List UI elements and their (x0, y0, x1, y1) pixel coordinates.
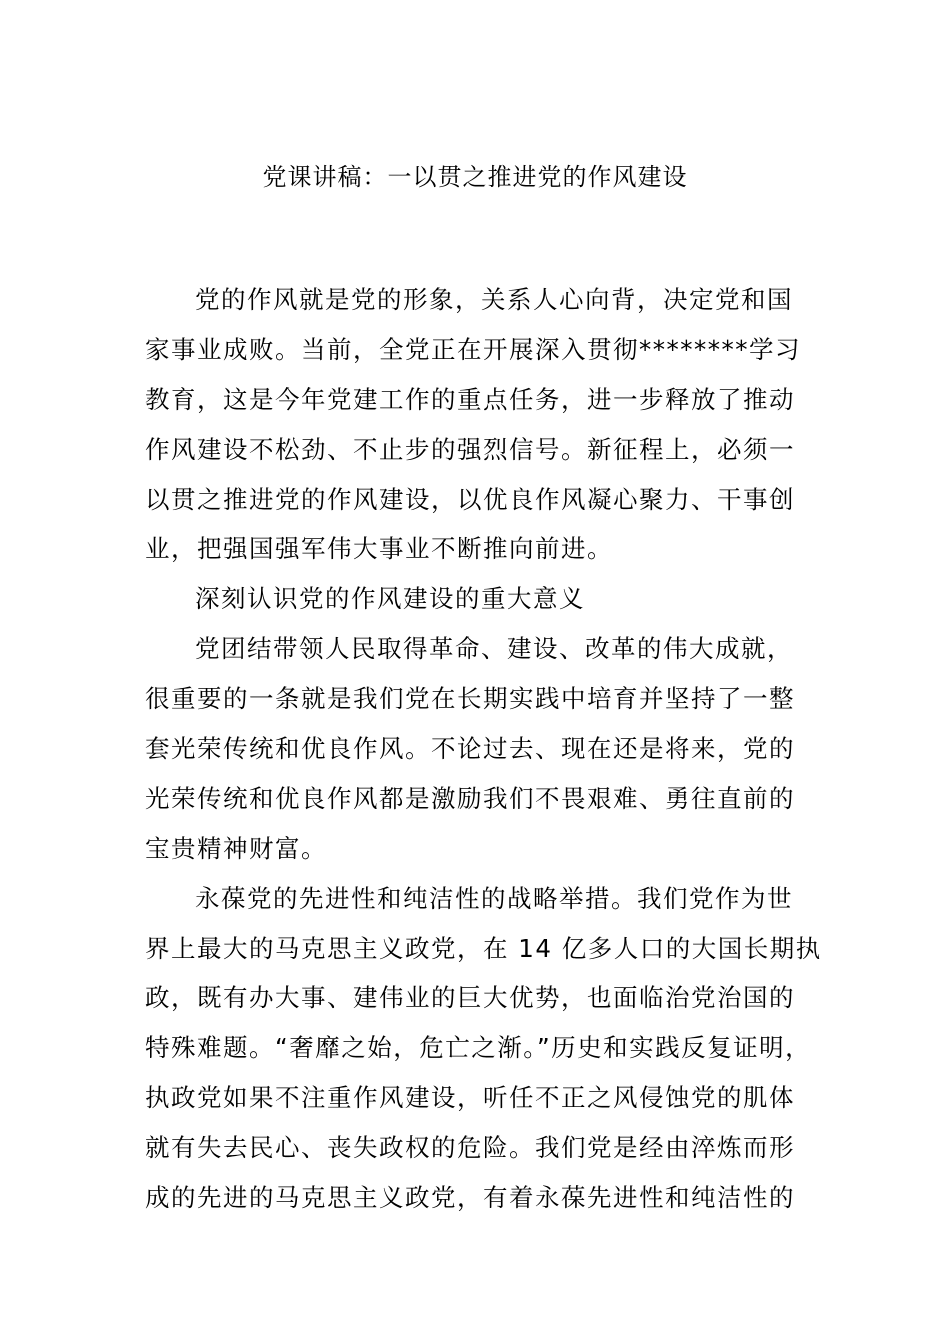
paragraph-line: 就有失去民心、丧失政权的危险。我们党是经由淬炼而形 (145, 1133, 795, 1163)
paragraph-line: 永葆党的先进性和纯洁性的战略举措。我们党作为世 (195, 883, 793, 913)
document-body (145, 275, 845, 1223)
paragraph-line: 套光荣传统和优良作风。不论过去、现在还是将来，党的 (145, 734, 795, 764)
paragraph-line: 很重要的一条就是我们党在长期实践中培育并坚持了一整 (145, 684, 795, 714)
paragraph-line: 党的作风就是党的形象，关系人心向背，决定党和国 (195, 285, 793, 314)
paragraph-line: 宝贵精神财富。 (145, 833, 327, 863)
document-title: 党课讲稿：一以贯之推进党的作风建设 (262, 163, 688, 191)
paragraph-line: 光荣传统和优良作风都是激励我们不畏艰难、勇往直前的 (145, 783, 795, 813)
paragraph-line: 界上最大的马克思主义政党，在 14 亿多人口的大国长期执 (145, 933, 822, 963)
paragraph-line: 作风建设不松劲、不止步的强烈信号。新征程上，必须一 (145, 434, 795, 464)
paragraph-line: 教育，这是今年党建工作的重点任务，进一步释放了推动 (145, 384, 795, 414)
paragraph-line: 家事业成败。当前，全党正在开展深入贯彻********学习 (145, 334, 801, 364)
paragraph-line: 党团结带领人民取得革命、建设、改革的伟大成就， (195, 634, 793, 664)
paragraph-line: 成的先进的马克思主义政党，有着永葆先进性和纯洁性的 (145, 1183, 795, 1213)
paragraph-line: 执政党如果不注重作风建设，听任不正之风侵蚀党的肌体 (145, 1083, 795, 1113)
paragraph-line: 以贯之推进党的作风建设，以优良作风凝心聚力、干事创 (145, 484, 795, 514)
section-heading: 深刻认识党的作风建设的重大意义 (195, 584, 585, 614)
paragraph-line: 政，既有办大事、建伟业的巨大优势，也面临治党治国的 (145, 983, 795, 1013)
paragraph-line: 特殊难题。“奢靡之始，危亡之渐。”历史和实践反复证明， (145, 1033, 812, 1063)
paragraph-line: 业，把强国强军伟大事业不断推向前进。 (145, 534, 613, 564)
